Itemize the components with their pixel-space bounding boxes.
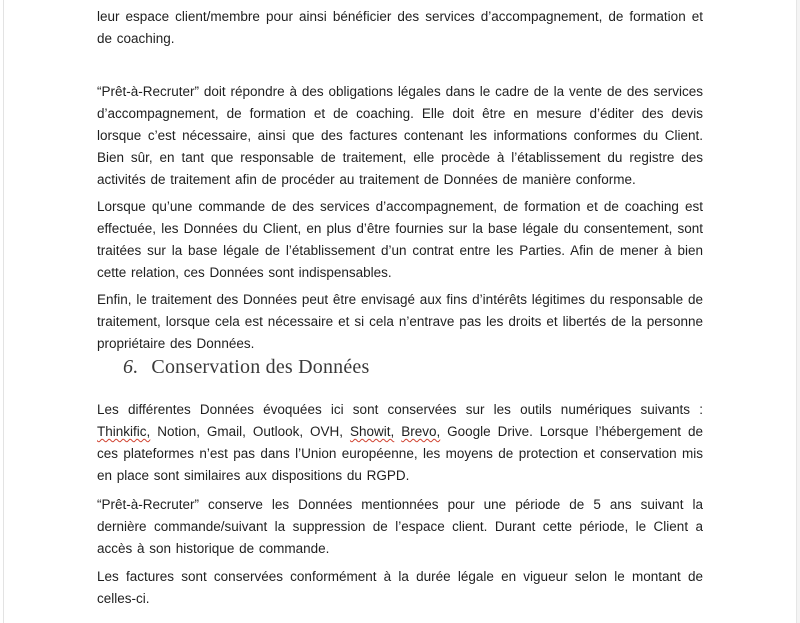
paragraph: “Prêt-à-Recruter” conserve les Données mentionnées pour une période de 5 ans suivant la dernière commande/suivant la suppression de l’espace client. Durant cette période, le Client a accès à son historique de commande. xyxy=(97,497,703,556)
text-segment: Google Drive. Lorsque l’hébergement de ces plateformes n’est pas dans l’Union européenne, les moyens de protection et conservation mis en place sont similaires aux dispositions du RGPD. xyxy=(97,424,703,483)
paragraph: Lorsque qu’une commande de des services d’accompagnement, de formation et de coaching est effectuée, les Données du Client, en plus d’être fournies sur la base légale du consentement, sont traitées sur la base légale de l’établissement d’un contrat entre les Parties. Afin de mener à bien cette relation, ces Données sont indispensables. xyxy=(97,199,703,280)
text-segment: Les différentes Données évoquées ici sont conservées sur les outils numériques suivants : xyxy=(97,402,703,417)
text-segment: Notion, Gmail, Outlook, OVH, xyxy=(150,424,350,439)
misspelled-word: Brevo, xyxy=(401,424,441,439)
misspelled-word: Thinkific, xyxy=(97,424,151,439)
misspelled-word: Showit, xyxy=(349,424,395,439)
paragraph: “Prêt-à-Recruter” doit répondre à des obligations légales dans le cadre de la vente de des services d’accompagnement, de formation et de coaching. Elle doit être en mesure d’éditer des devis lorsque c’est nécessaire, ainsi que des factures contenant les informations conformes du Client. Bien sûr, en tant que responsable de traitement, elle procède à l’établissement du registre des activités de traitement afin de procéder au traitement de Données de manière conforme. xyxy=(97,84,703,187)
paragraph xyxy=(97,399,703,487)
paragraph: Enfin, le traitement des Données peut être envisagé aux fins d’intérêts légitimes du responsable de traitement, lorsque cela est nécessaire et si cela n’entrave pas les droits et libertés de la personne propriétaire des Données. xyxy=(97,292,703,351)
paragraph: leur espace client/membre pour ainsi bénéficier des services d’accompagnement, de formation et de coaching. xyxy=(97,9,703,46)
section-heading xyxy=(123,355,703,379)
paragraph: Les factures sont conservées conformément à la durée légale en vigueur selon le montant de celles-ci. xyxy=(97,569,703,606)
section-title: Conservation des Données xyxy=(151,356,370,378)
section-number: 6. xyxy=(123,356,139,378)
